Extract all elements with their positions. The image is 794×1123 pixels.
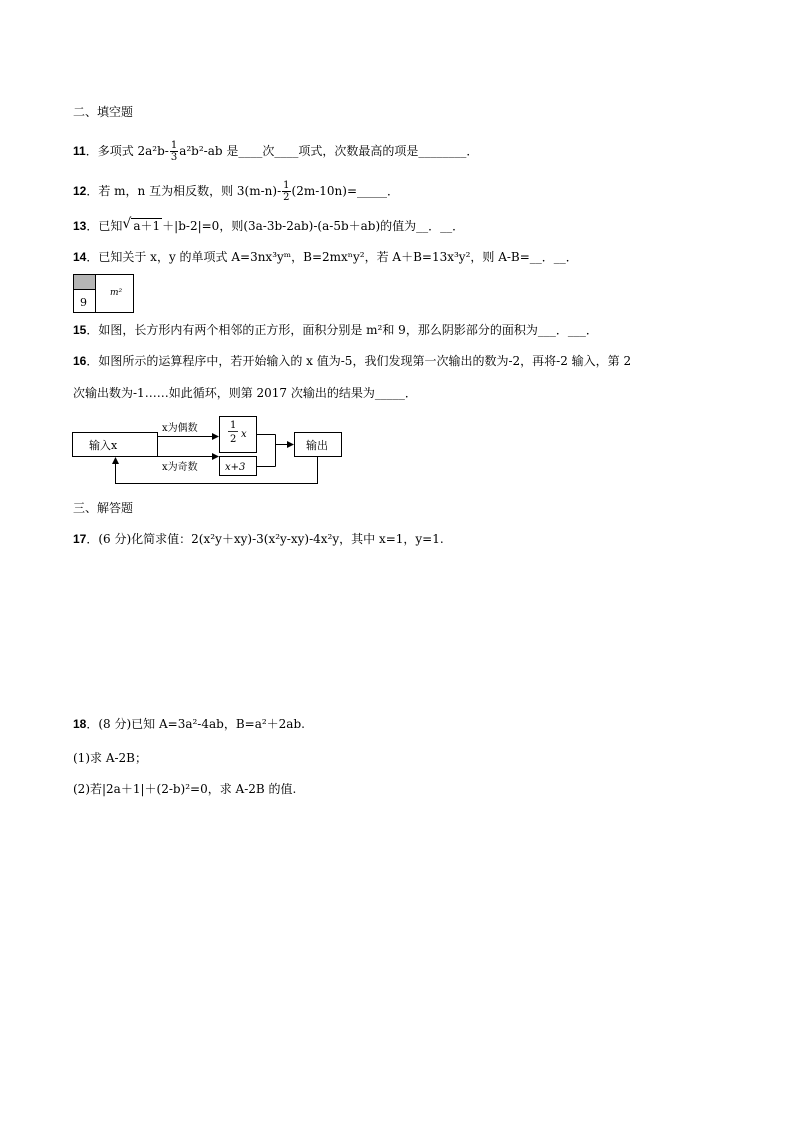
- question-number: 14: [73, 250, 87, 264]
- fraction: [170, 140, 178, 163]
- section-title-answer: 三、解答题: [73, 501, 134, 515]
- question-16-line-2: [73, 385, 417, 401]
- shaded-region: [74, 275, 96, 290]
- fraction: [282, 180, 290, 203]
- question-number: 12: [73, 184, 87, 198]
- question-text: ．如图，长方形内有两个相邻的正方形，面积分别是 m²和 9，那么阴影部分的面积为___．___．: [86, 323, 598, 337]
- question-text: ．(6 分)化简求值：2(x²y＋xy)-3(x²y-xy)-4x²y，其中 x=1，y=1.: [86, 532, 444, 546]
- question-18: [73, 716, 305, 732]
- question-text: ．已知关于 x，y 的单项式 A=3nx³yᵐ，B=2mxⁿy²，若 A＋B=13x³y²，则 A-B=__．__．: [86, 250, 578, 264]
- question-text: ＋|b-2|=0，则(3a-3b-2ab)-(a-5b＋ab)的值为__．__．: [162, 219, 465, 233]
- question-14: [73, 249, 578, 265]
- question-12: [73, 180, 399, 203]
- question-18-part-1: (1)求 A-2B；: [73, 751, 147, 765]
- half-variable: x: [241, 429, 247, 440]
- label-9: 9: [80, 296, 87, 309]
- question-text: ．(8 分)已知 A=3a²-4ab，B=a²＋2ab.: [86, 717, 305, 731]
- odd-condition-label: x为奇数: [162, 462, 198, 473]
- loop-back-line: [116, 457, 318, 484]
- section-title-fill-in: 二、填空题: [73, 105, 134, 119]
- flowchart: [72, 412, 347, 488]
- question-11: [73, 140, 478, 163]
- question-15: [73, 322, 598, 338]
- question-text: ．若 m，n 互为相反数，则 3(m-n)-: [86, 184, 282, 198]
- question-13: [73, 218, 464, 234]
- fraction-denominator: 3: [170, 152, 178, 163]
- input-label: 输入x: [89, 439, 118, 452]
- question-text: ．已知: [86, 219, 123, 233]
- question-18-part-2: (2)若|2a＋1|＋(2-b)²=0，求 A-2B 的值.: [73, 782, 297, 796]
- question-number: 11: [73, 144, 86, 158]
- question-16-line-1: [73, 353, 631, 369]
- question-17: [73, 531, 444, 547]
- rectangle-squares-figure: [73, 274, 135, 314]
- half-denominator: 2: [230, 434, 237, 445]
- radicand: a＋1: [133, 219, 161, 233]
- question-number: 15: [73, 323, 87, 337]
- even-condition-label: x为偶数: [162, 423, 198, 434]
- fraction-denominator: 2: [283, 192, 290, 203]
- half-numerator: 1: [230, 420, 237, 431]
- plus3-label: x+3: [225, 462, 246, 473]
- question-number: 17: [73, 532, 87, 546]
- square-root: [122, 218, 162, 234]
- question-number: 13: [73, 219, 87, 233]
- question-number: 16: [73, 354, 87, 368]
- half-operation-box: [220, 417, 257, 453]
- question-number: 18: [73, 717, 87, 731]
- output-label: 输出: [306, 439, 328, 452]
- fraction-numerator: 1: [170, 140, 178, 151]
- question-text: a²b²-ab 是____次____项式，次数最高的项是________．: [179, 144, 479, 158]
- question-text: (2m-10n)=_____．: [291, 184, 400, 198]
- question-text: ．多项式 2a²b-: [85, 144, 169, 158]
- fraction-numerator: 1: [283, 180, 290, 191]
- radical-sign-icon: √: [122, 216, 132, 232]
- question-text: 次输出数为-1……如此循环，则第 2017 次输出的结果为_____．: [73, 386, 417, 400]
- question-text: ．如图所示的运算程序中，若开始输入的 x 值为-5，我们发现第一次输出的数为-2，再将-2 输入，第 2: [86, 354, 632, 368]
- label-m-squared: m²: [110, 288, 123, 298]
